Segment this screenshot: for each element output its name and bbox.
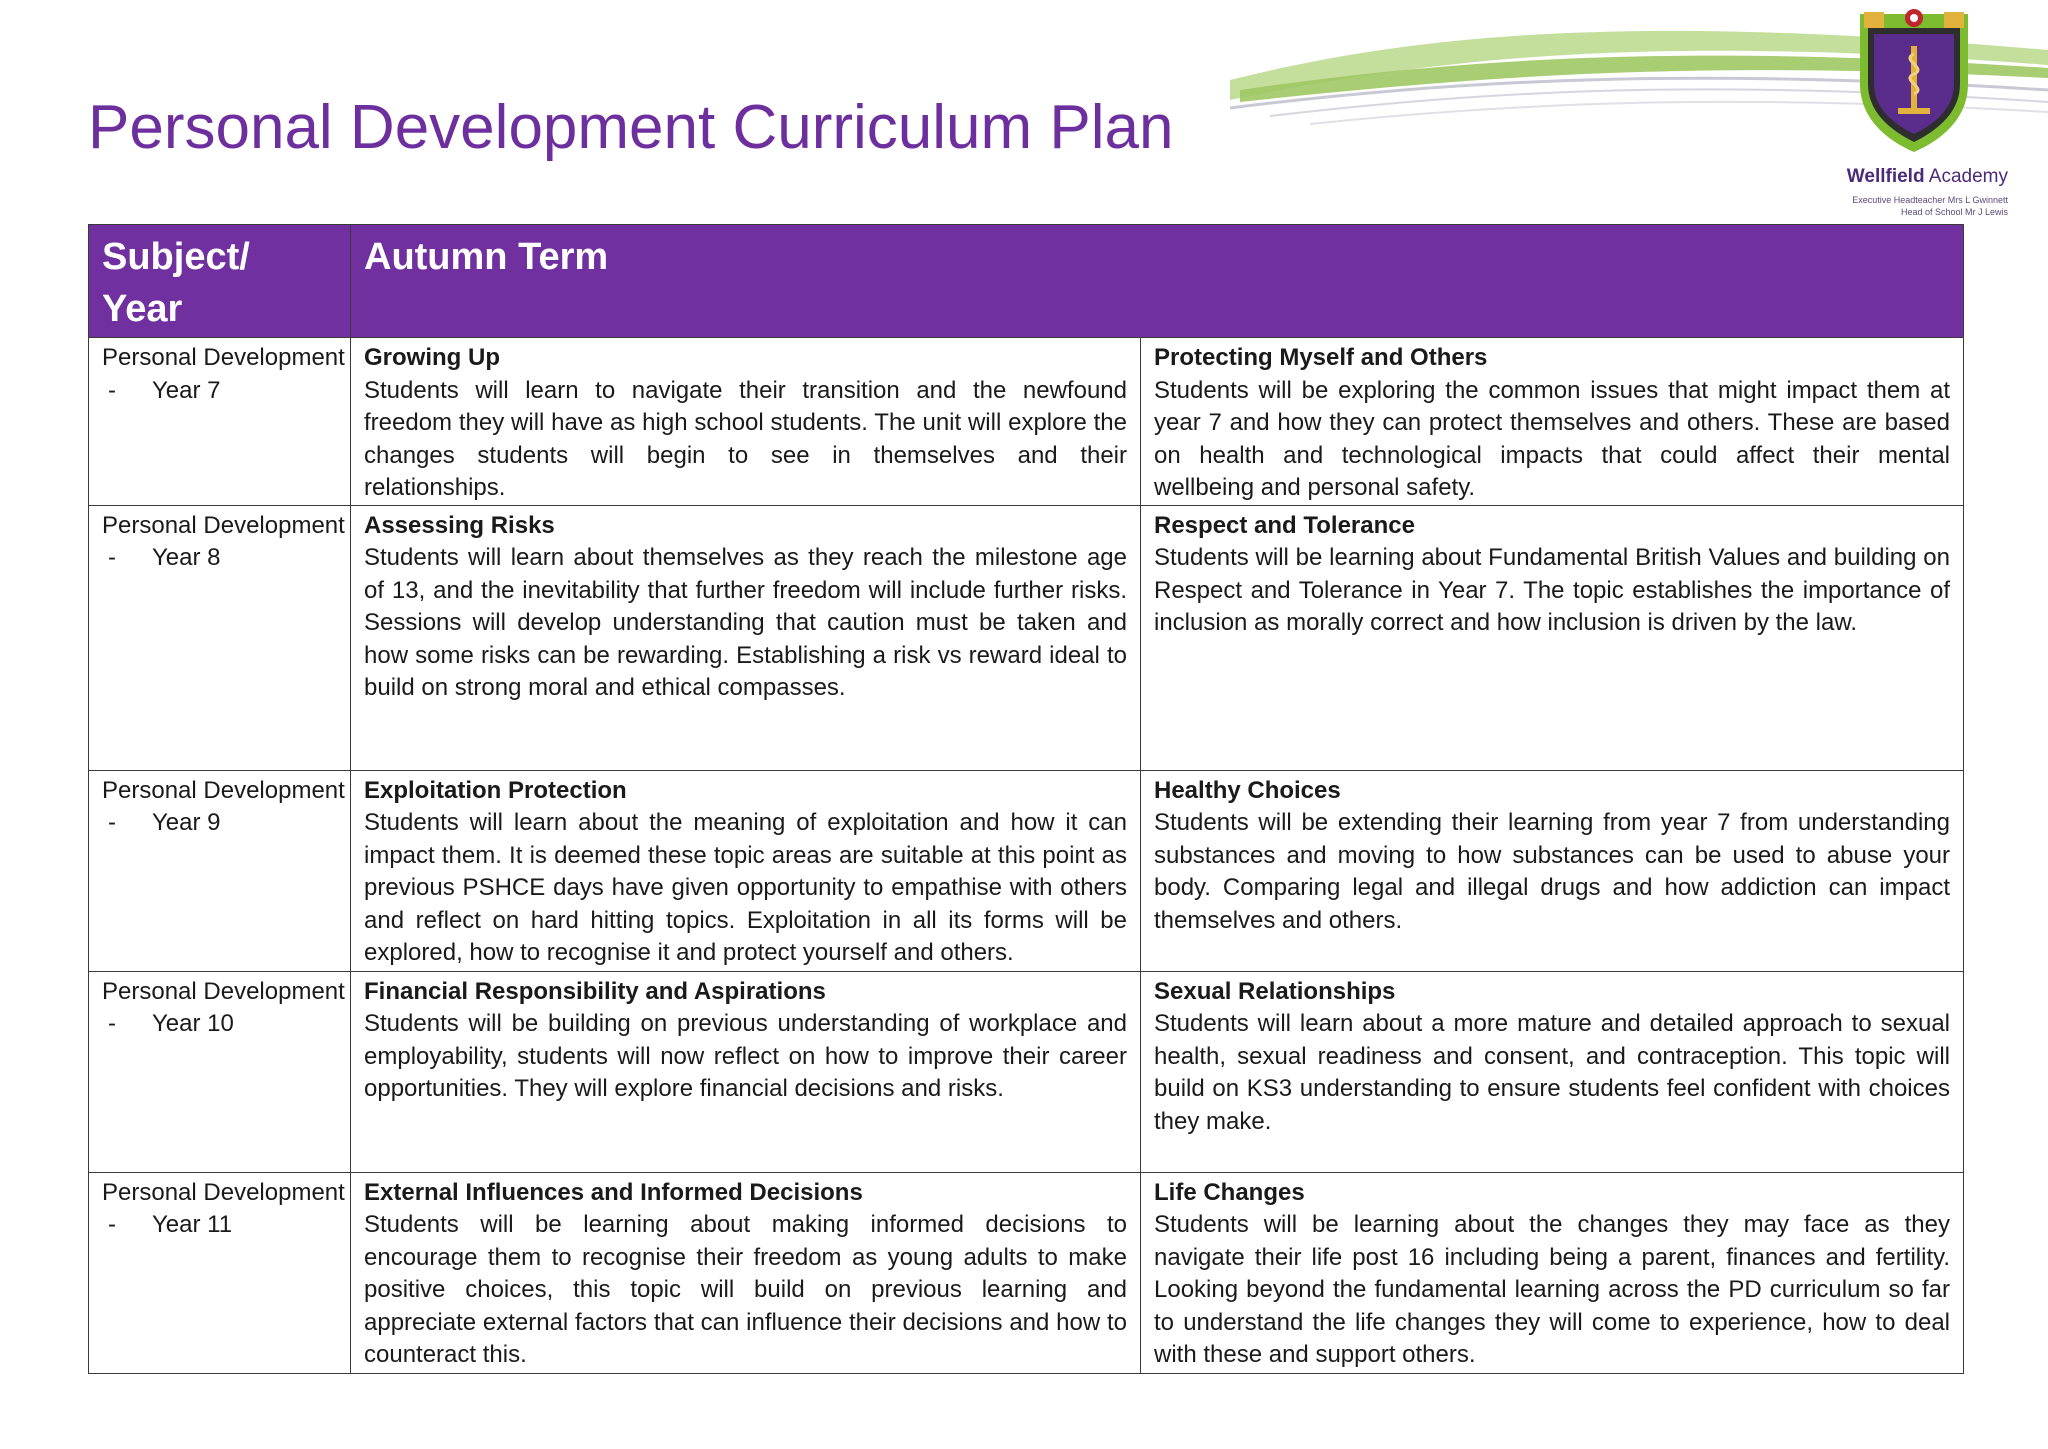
year-label: Year 10 bbox=[152, 1010, 234, 1037]
subject-label: Personal Development bbox=[102, 344, 345, 371]
list-dash: - bbox=[108, 809, 116, 836]
year-cell bbox=[89, 1172, 351, 1373]
topic-title: Sexual Relationships bbox=[1154, 977, 1396, 1005]
subject-label: Personal Development bbox=[102, 1178, 345, 1206]
year-label: Year 11 bbox=[152, 1211, 233, 1238]
topic-title: Respect and Tolerance bbox=[1154, 511, 1415, 539]
school-name bbox=[1847, 166, 2008, 188]
topic-title: Financial Responsibility and Aspirations bbox=[364, 977, 826, 1005]
topic-text: Students will be exploring the common issues that might impact them at year 7 and how they can protect themselves and others. These are based on health and technological impacts that could affect their mental wellbeing and personal safety. bbox=[1154, 376, 1950, 501]
year-cell bbox=[89, 770, 351, 971]
header-subject-year: Subject/ Year bbox=[89, 225, 351, 338]
school-name-rest: Academy bbox=[1928, 166, 2008, 187]
topic-text: Students will learn about themselves as they reach the milestone age of 13, and the inevitability that further freedom will include further risks. Sessions will develop understanding that caution must be taken and how some risks can be rewarding. Establishing a risk vs reward ideal to build on strong moral and ethical compasses. bbox=[364, 544, 1127, 701]
topic-text: Students will be learning about the changes they may face as they navigate their life post 16 including being a parent, finances and fertility. Looking beyond the fundamental learning across the PD curriculum so far to understand the life changes they will come to experience, how to deal with these and support others. bbox=[1154, 1211, 1950, 1368]
year-label: Year 8 bbox=[152, 544, 221, 571]
headteacher-line: Executive Headteacher Mrs L Gwinnett bbox=[1852, 195, 2008, 205]
list-dash: - bbox=[108, 376, 116, 404]
topic-title: External Influences and Informed Decisions bbox=[364, 1178, 863, 1206]
topic-cell bbox=[351, 1172, 1141, 1373]
topic-cell bbox=[1141, 338, 1964, 506]
topic-cell bbox=[351, 971, 1141, 1172]
subject-label: Personal Development bbox=[102, 977, 345, 1005]
subject-label: Personal Development bbox=[102, 511, 345, 539]
topic-cell bbox=[1141, 971, 1964, 1172]
topic-title: Protecting Myself and Others bbox=[1154, 344, 1488, 371]
topic-text: Students will be learning about Fundamental British Values and building on Respect and Tolerance in Year 7. The topic establishes the importance of inclusion as morally correct and how inclusion is driven by the law. bbox=[1154, 544, 1950, 636]
topic-cell bbox=[351, 338, 1141, 506]
year-label: Year 9 bbox=[152, 809, 221, 836]
school-name-bold: Wellfield bbox=[1846, 166, 1925, 187]
topic-cell bbox=[351, 505, 1141, 770]
topic-title: Healthy Choices bbox=[1154, 776, 1341, 804]
topic-text: Students will learn to navigate their transition and the newfound freedom they will have as high school students. The unit will explore the changes students will begin to see in themselves and their relationships. bbox=[364, 376, 1127, 501]
table-row bbox=[89, 770, 1964, 971]
header-autumn-term: Autumn Term bbox=[351, 225, 1964, 338]
year-label: Year 7 bbox=[152, 376, 221, 404]
year-cell bbox=[89, 505, 351, 770]
year-label-wrap bbox=[102, 1209, 337, 1242]
table-row bbox=[89, 1172, 1964, 1373]
page-title: Personal Development Curriculum Plan bbox=[88, 93, 1174, 162]
topic-text: Students will be extending their learning from year 7 from understanding substances and moving to how substances can be used to abuse your body. Comparing legal and illegal drugs and how addiction can impact themselves and others. bbox=[1154, 809, 1950, 934]
year-cell bbox=[89, 971, 351, 1172]
list-dash: - bbox=[108, 1211, 116, 1238]
list-dash: - bbox=[108, 1010, 116, 1037]
year-label-wrap bbox=[102, 542, 337, 575]
list-dash: - bbox=[108, 544, 116, 571]
topic-text: Students will be learning about making informed decisions to encourage them to recognise their freedom as young adults to make positive choices, this topic will build on previous learning and appreciate external factors that can influence their decisions and how to counteract this. bbox=[364, 1211, 1127, 1368]
year-label-wrap bbox=[102, 807, 337, 840]
topic-cell bbox=[1141, 505, 1964, 770]
curriculum-table bbox=[88, 224, 1964, 1374]
topic-title: Life Changes bbox=[1154, 1178, 1305, 1206]
table-header-row bbox=[89, 225, 1964, 338]
table-row bbox=[89, 338, 1964, 506]
table-row bbox=[89, 505, 1964, 770]
table-row bbox=[89, 971, 1964, 1172]
topic-text: Students will learn about a more mature and detailed approach to sexual health, sexual readiness and consent, and contraception. This topic will build on KS3 understanding to ensure students feel confident with choices they make. bbox=[1154, 1010, 1950, 1135]
year-label-wrap bbox=[102, 1008, 337, 1041]
year-label-wrap bbox=[102, 375, 337, 408]
topic-cell bbox=[351, 770, 1141, 971]
subject-label: Personal Development bbox=[102, 776, 345, 804]
year-cell bbox=[89, 338, 351, 506]
topic-text: Students will learn about the meaning of exploitation and how it can impact them. It is deemed these topic areas are suitable at this point as previous PSHCE days have given opportunity to empathise with others and reflect on hard hitting topics. Exploitation in all its forms will be explored, how to recognise it and protect yourself and others. bbox=[364, 809, 1127, 966]
topic-title: Assessing Risks bbox=[364, 511, 555, 539]
topic-cell bbox=[1141, 770, 1964, 971]
topic-cell bbox=[1141, 1172, 1964, 1373]
head-of-school-line: Head of School Mr J Lewis bbox=[1900, 207, 2008, 217]
topic-title: Growing Up bbox=[364, 344, 500, 371]
topic-text: Students will be building on previous understanding of workplace and employability, students will now reflect on how to improve their career opportunities. They will explore financial decisions and risks. bbox=[364, 1010, 1127, 1102]
school-crest-icon bbox=[1850, 6, 1978, 156]
topic-title: Exploitation Protection bbox=[364, 776, 627, 804]
school-logo bbox=[1818, 6, 2018, 216]
